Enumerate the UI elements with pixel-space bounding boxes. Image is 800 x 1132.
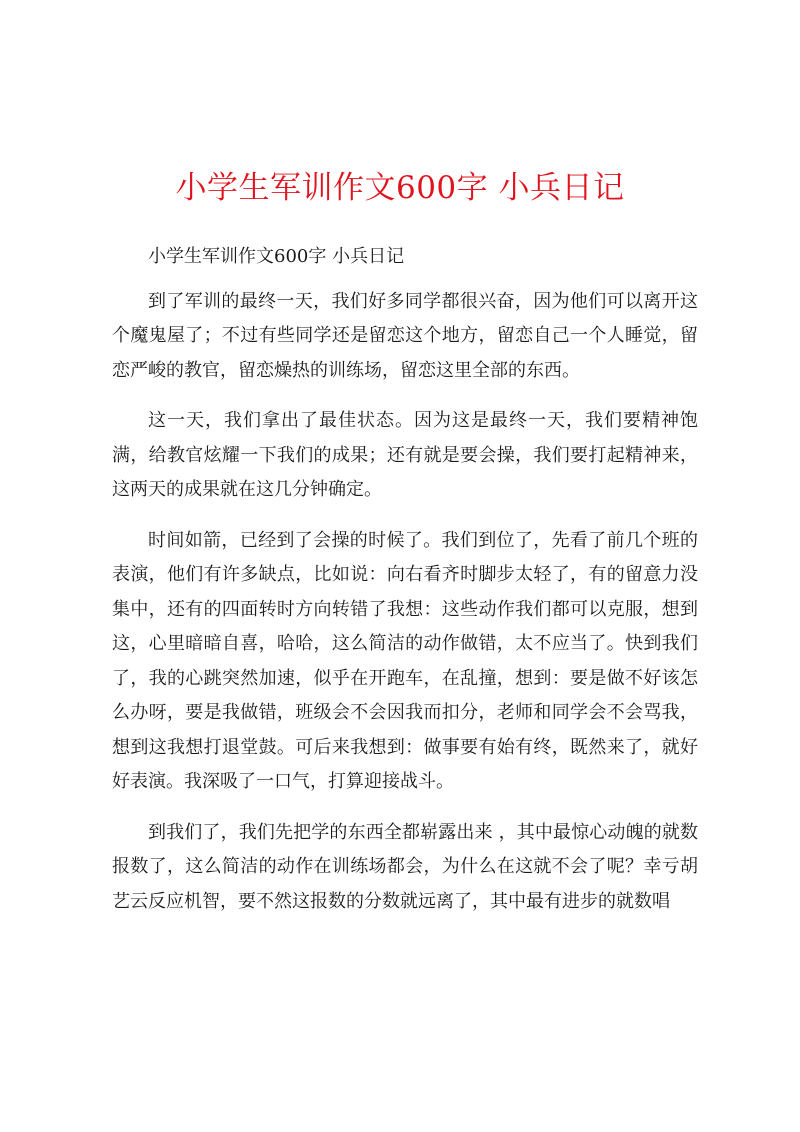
paragraph: 这一天，我们拿出了最佳状态。因为这是最终一天，我们要精神饱满，给教官炫耀一下我们的成果；还有就是要会操，我们要打起精神来，这两天的成果就在这几分钟确定。: [112, 410, 698, 500]
paragraph: 到我们了，我们先把学的东西全都崭露出来 ，其中最惊心动魄的就数报数了，这么简洁的动作在训练场都会，为什么在这就不会了呢？幸亏胡艺云反应机智，要不然这报数的分数就远离了，其中最有进步的就数唱: [112, 821, 698, 912]
document-body: [112, 240, 698, 935]
document-title: 小学生军训作文600字 小兵日记: [175, 170, 625, 206]
paragraph-subtitle: 小学生军训作文600字 小兵日记: [148, 246, 405, 267]
paragraph: 时间如箭，已经到了会操的时候了。我们到位了，先看了前几个班的表演，他们有许多缺点，比如说：向右看齐时脚步太轻了，有的留意力没集中，还有的四面转时方向转错了我想：这些动作我们都可以克服，想到这，心里暗暗自喜，哈哈，这么简洁的动作做错，太不应当了。快到我们了，我的心跳突然加速，似乎在开跑车，在乱撞，想到：要是做不好该怎么办呀，要是我做错，班级会不会因我而扣分，老师和同学会不会骂我，想到这我想打退堂鼓。可后来我想到：做事要有始有终，既然来了，就好好表演。我深吸了一口气，打算迎接战斗。: [112, 529, 698, 792]
paragraph: 到了军训的最终一天，我们好多同学都很兴奋，因为他们可以离开这个魔鬼屋了；不过有些同学还是留恋这个地方，留恋自己一个人睡觉，留恋严峻的教官，留恋燥热的训练场，留恋这里全部的东西。: [112, 290, 698, 381]
